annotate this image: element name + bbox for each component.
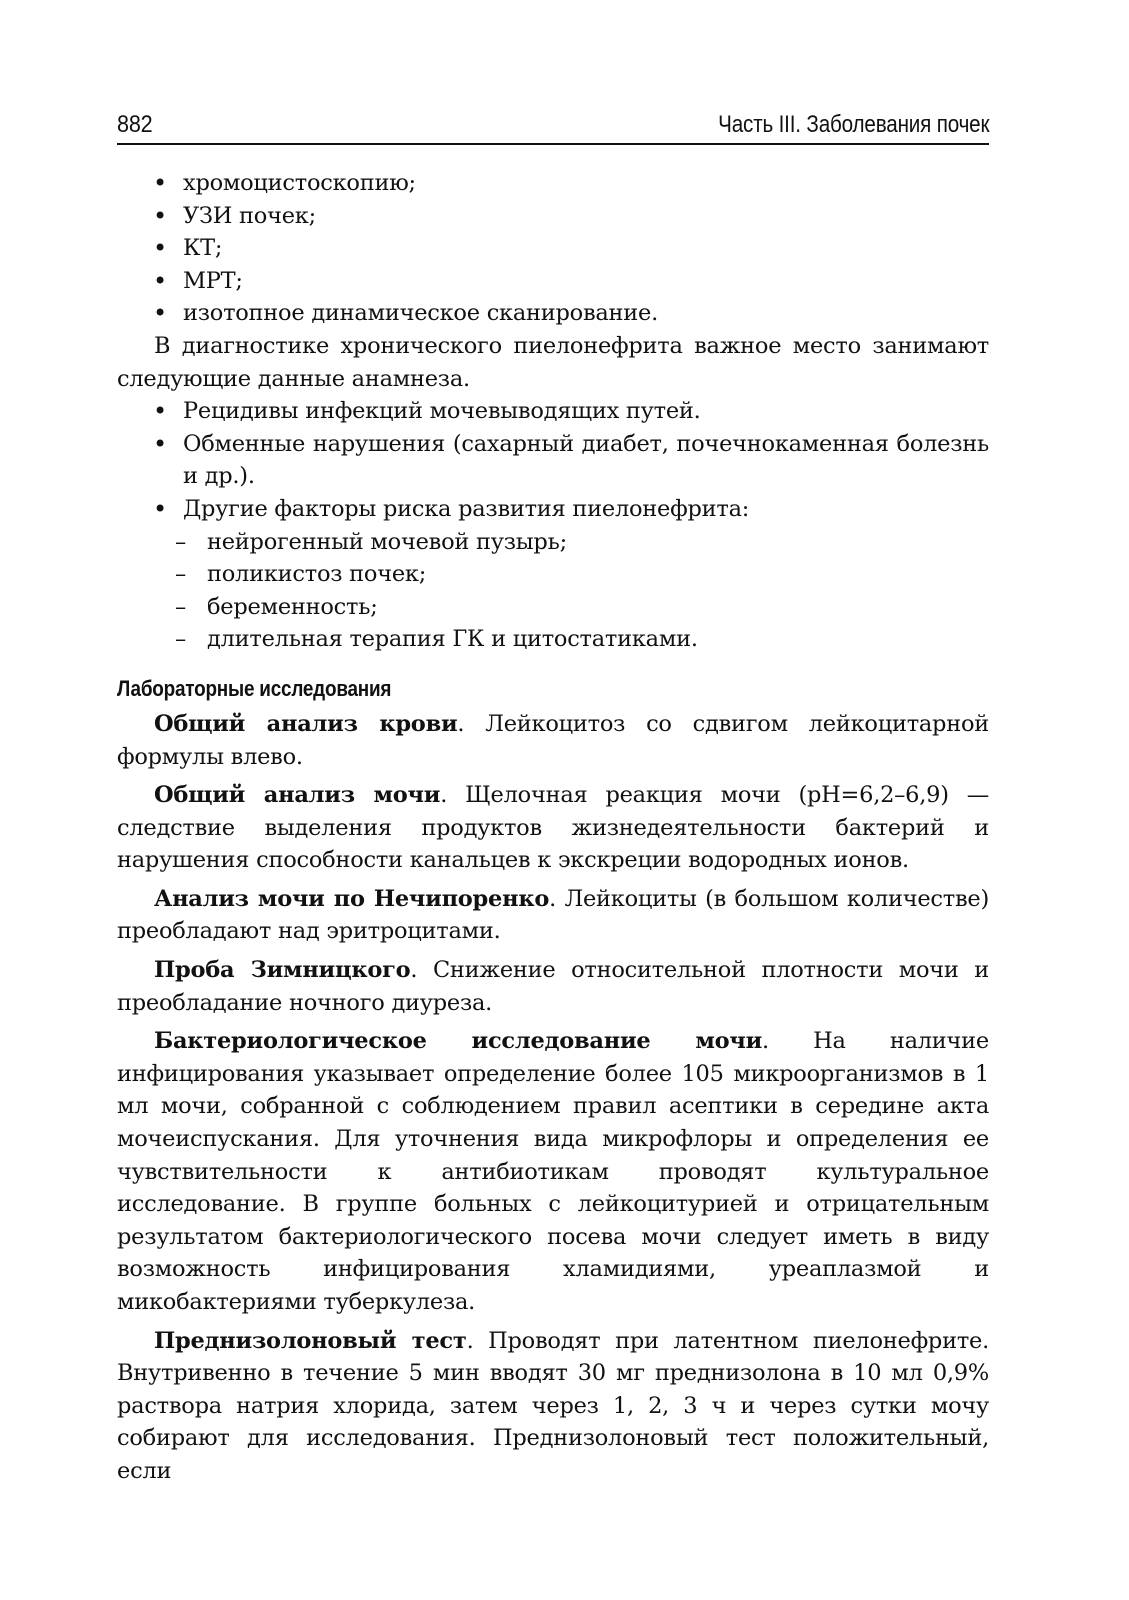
paragraph-text: . Снижение относительной плотности мочи и преобладание ночного диуреза. <box>117 957 989 1016</box>
list-item: • КТ; <box>117 232 989 265</box>
paragraph <box>117 1025 989 1318</box>
paragraph <box>117 1325 989 1488</box>
term: Общий анализ крови <box>154 710 458 737</box>
list-item: – длительная терапия ГК и цитостатиками. <box>117 623 989 656</box>
risk-factors-list <box>117 526 989 656</box>
list-item-text: Другие факторы риска развития пиелонефрита: <box>183 495 750 522</box>
body-text <box>117 167 989 1488</box>
paragraph-text: . Щелочная реакция мочи (pH=6,2–6,9) — следствие выделения продуктов жизнедеятельности бактерий и нарушения способности канальцев к экскреции водородных ионов. <box>117 782 989 874</box>
intro-paragraph: В диагностике хронического пиелонефрита важное место занимают следующие данные анамнеза. <box>117 332 989 392</box>
paragraph-text: . Лейкоциты (в большом количестве) преобладают над эритроцитами. <box>117 885 989 945</box>
term: Проба Зимницкого <box>154 957 411 984</box>
list-item <box>117 493 989 526</box>
paragraph <box>117 708 989 773</box>
paragraph <box>117 779 989 877</box>
chapter-title: Часть III. Заболевания почек <box>717 111 989 138</box>
term: Бактериологическое исследование мочи <box>154 1028 763 1055</box>
methods-list <box>117 167 989 330</box>
list-item: – нейрогенный мочевой пузырь; <box>117 526 989 559</box>
term: Преднизолоновый тест <box>154 1327 467 1354</box>
term: Общий анализ мочи <box>154 782 441 809</box>
book-page <box>117 110 989 1494</box>
paragraph <box>117 883 989 948</box>
term: Анализ мочи по Нечипоренко <box>154 885 550 912</box>
running-head <box>117 110 989 145</box>
paragraph <box>117 954 989 1019</box>
anamnesis-list <box>117 395 989 525</box>
list-item: • хромоцистоскопию; <box>117 167 989 200</box>
list-item: • УЗИ почек; <box>117 200 989 233</box>
page-number: 882 <box>117 111 153 138</box>
section-heading: Лабораторные исследования <box>117 675 392 701</box>
paragraph-text: . Проводят при латентном пиелонефрите. Внутривенно в течение 5 мин вводят 30 мг преднизолона в 10 мл 0,9% раствора натрия хлорида, затем через 1, 2, 3 ч и через сутки мочу собирают для исследования. Преднизолоновый тест положительный, если <box>117 1327 989 1484</box>
list-item: – поликистоз почек; <box>117 558 989 591</box>
list-item: – беременность; <box>117 591 989 624</box>
lab-tests <box>117 708 989 1488</box>
paragraph-text: . Лейкоцитоз со сдвигом лейкоцитарной формулы влево. <box>117 710 989 770</box>
list-item: • Обменные нарушения (сахарный диабет, почечнокаменная болезнь и др.). <box>117 428 989 493</box>
paragraph-text: . На наличие инфицирования указывает определение более 105 микроорганизмов в 1 мл мочи, собранной с соблюдением правил асептики в середине акта мочеиспускания. Для уточнения вида микрофлоры и определения ее чувствительности к антибиотикам проводят культуральное исследование. В группе больных с лейкоцитурией и отрицательным результатом бактериологического посева мочи следует иметь в виду возможность инфицирования хламидиями, уреаплазмой и микобактериями туберкулеза. <box>117 1028 989 1315</box>
list-item: • МРТ; <box>117 265 989 298</box>
list-item: • изотопное динамическое сканирование. <box>117 297 989 330</box>
list-item: • Рецидивы инфекций мочевыводящих путей. <box>117 395 989 428</box>
